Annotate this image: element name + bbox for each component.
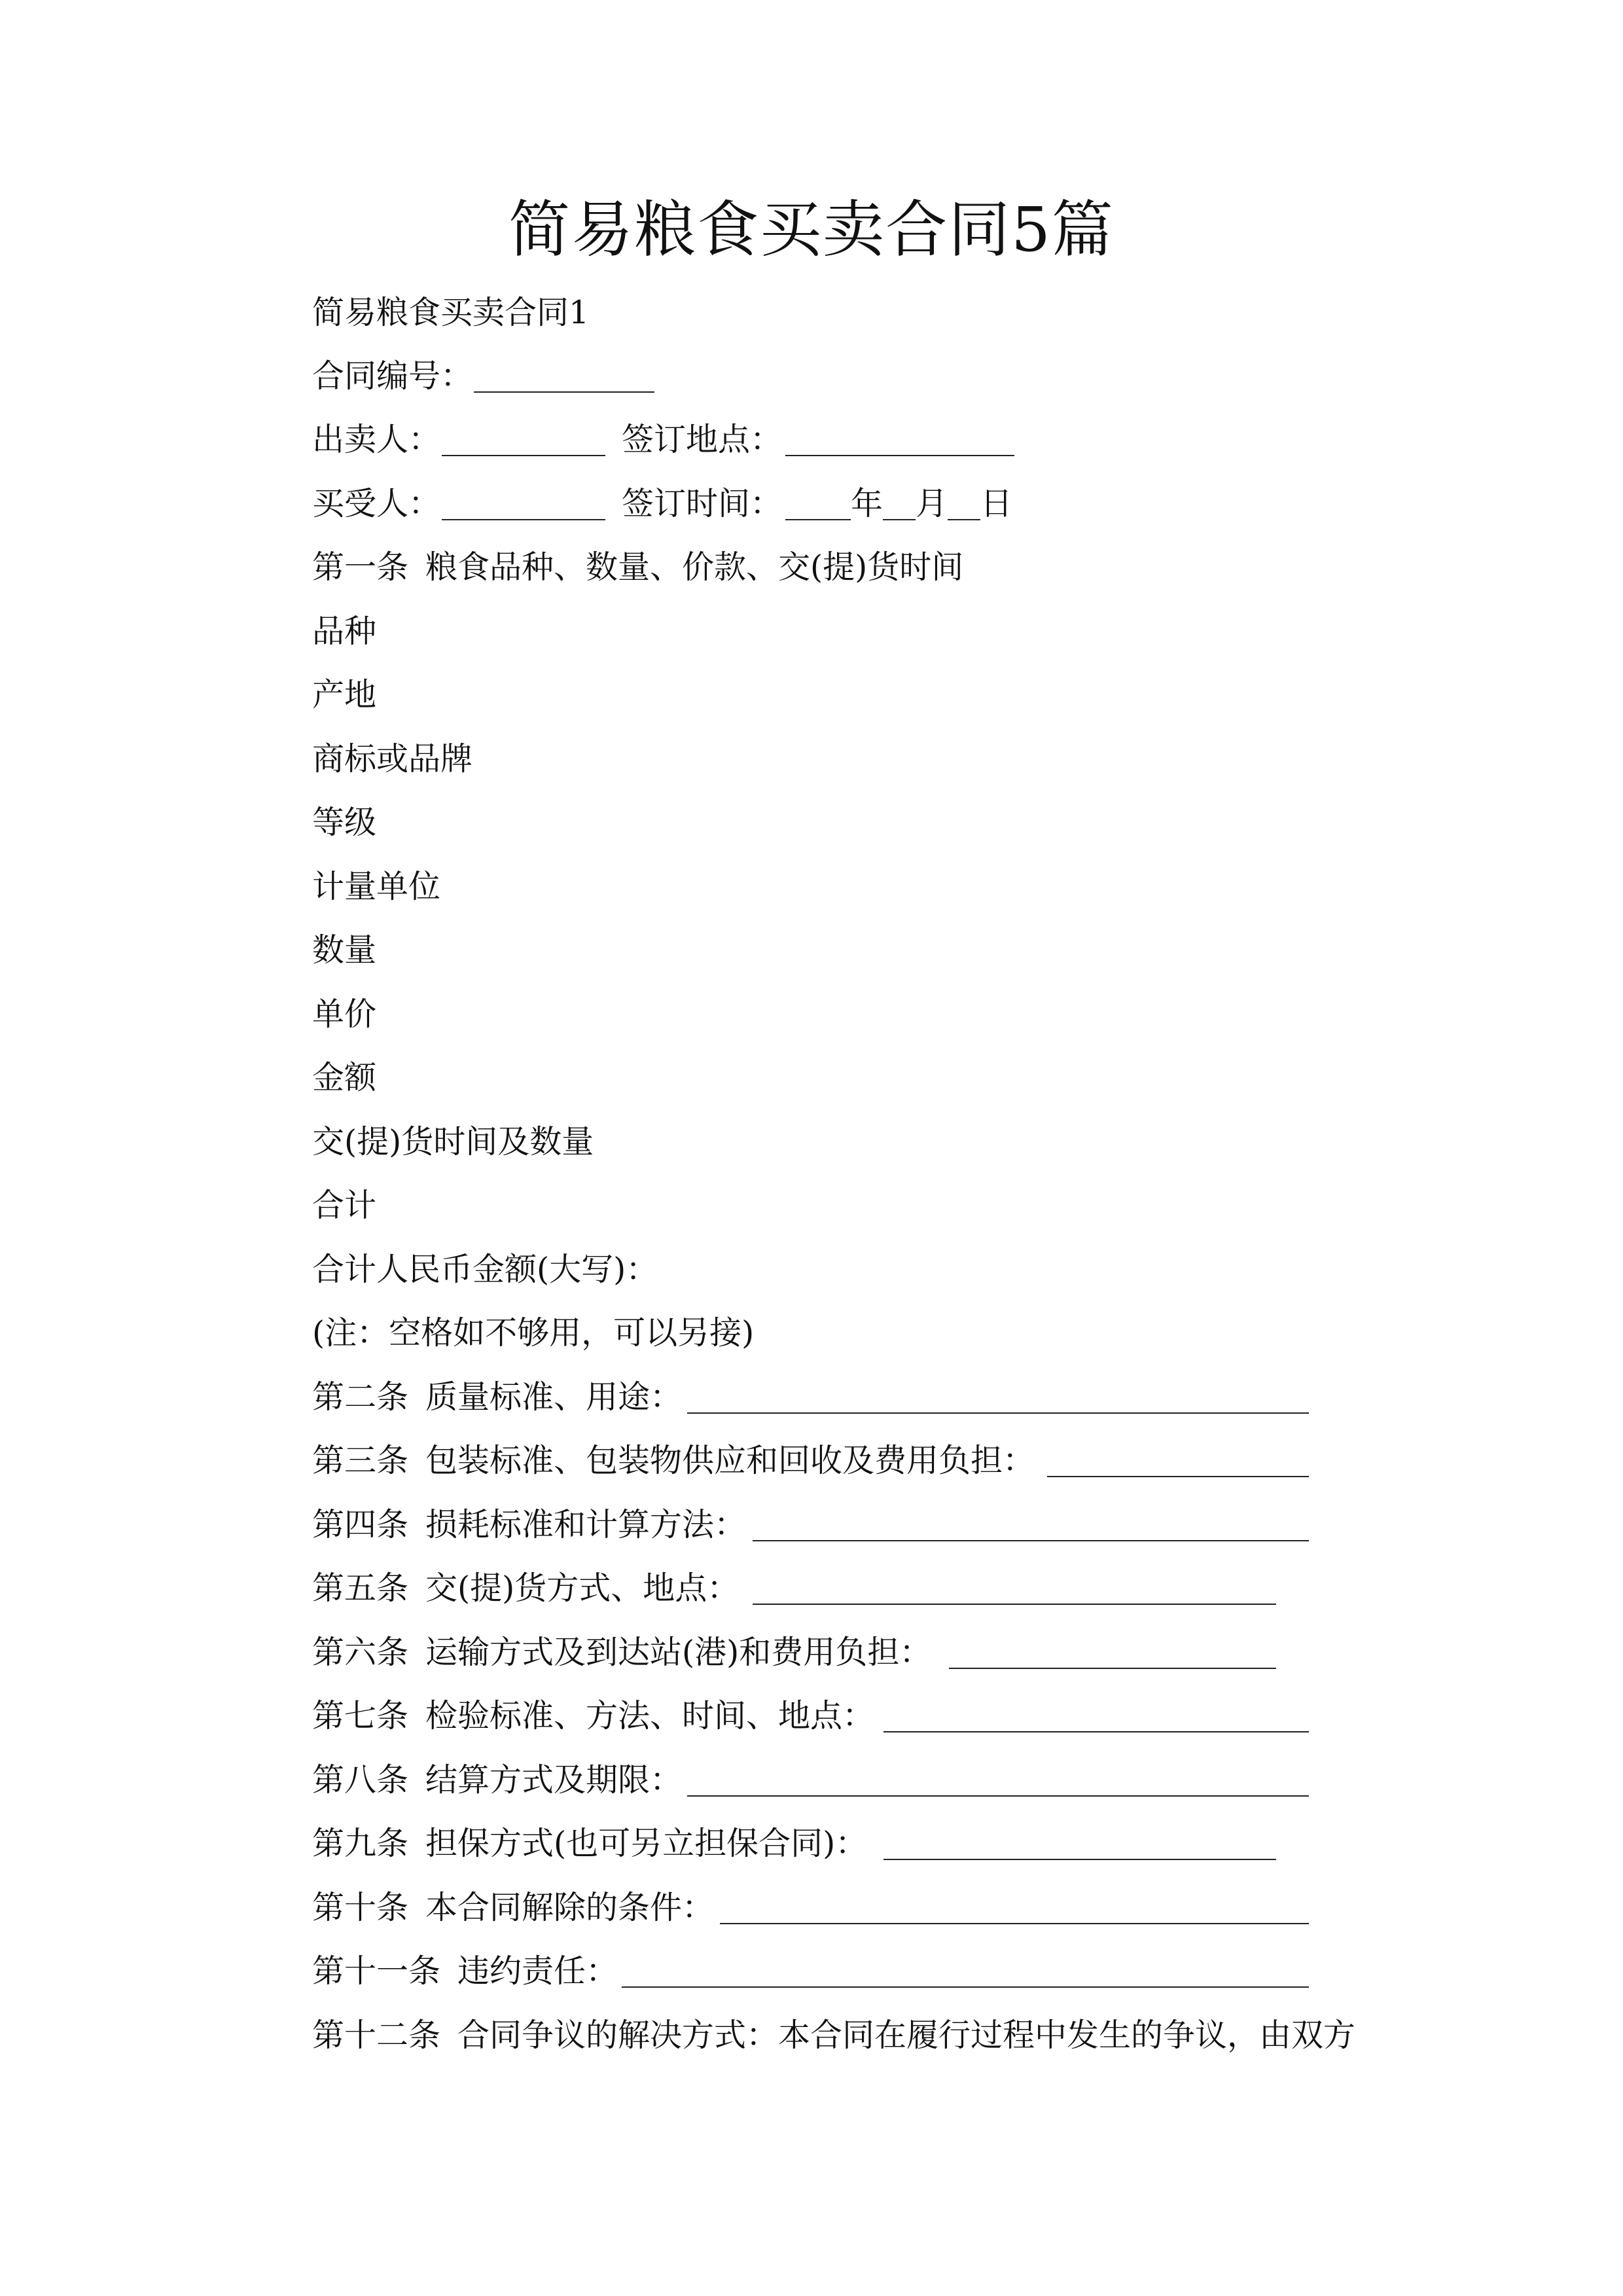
article-7-text: 检验标准、方法、时间、地点： <box>425 1697 875 1734</box>
item-note: (注：空格如不够用，可以另接) <box>312 1314 755 1352</box>
article-5-text: 交(提)货方式、地点： <box>425 1570 740 1607</box>
article-12-text: 合同争议的解决方式：本合同在履行过程中发生的争议，由双方 <box>457 2017 1356 2054</box>
article-2-number: 第二条 <box>312 1378 409 1416</box>
article-9-blank[interactable] <box>883 1859 1276 1860</box>
article-3-blank[interactable] <box>1047 1476 1309 1477</box>
article-6-text: 运输方式及到达站(港)和费用负担： <box>425 1634 932 1671</box>
article-7-blank[interactable] <box>883 1731 1309 1732</box>
year-blank[interactable] <box>785 519 851 520</box>
item-brand: 商标或品牌 <box>312 740 473 778</box>
article-6-blank[interactable] <box>949 1668 1276 1669</box>
article-11-number: 第十一条 <box>312 1952 441 1990</box>
article-1-text: 粮食品种、数量、价款、交(提)货时间 <box>425 548 964 586</box>
article-10-text: 本合同解除的条件： <box>425 1889 715 1926</box>
article-9-text: 担保方式(也可另立担保合同)： <box>425 1825 868 1862</box>
article-7 <box>312 1692 874 1740</box>
sign-place-blank[interactable] <box>785 455 1014 456</box>
article-8-number: 第八条 <box>312 1761 409 1799</box>
article-5-blank[interactable] <box>753 1604 1276 1605</box>
item-variety: 品种 <box>312 613 377 650</box>
article-4-blank[interactable] <box>753 1540 1309 1541</box>
article-12 <box>312 2011 1355 2060</box>
item-unit-price: 单价 <box>312 996 377 1033</box>
article-7-number: 第七条 <box>312 1697 409 1734</box>
item-quantity: 数量 <box>312 931 377 969</box>
buyer-blank[interactable] <box>442 519 605 520</box>
item-total-rmb: 合计人民币金额(大写)： <box>312 1251 658 1288</box>
article-3-text: 包装标准、包装物供应和回收及费用负担： <box>425 1442 1035 1479</box>
article-11-blank[interactable] <box>622 1986 1309 1988</box>
article-9 <box>312 1820 867 1868</box>
buyer-label: 买受人： <box>312 485 441 522</box>
article-2-text: 质量标准、用途： <box>425 1378 683 1416</box>
sign-place-label: 签订地点： <box>622 421 783 458</box>
article-4 <box>312 1501 746 1549</box>
seller-label: 出卖人： <box>312 421 441 458</box>
item-amount: 金额 <box>312 1059 377 1096</box>
day-blank[interactable] <box>948 519 980 520</box>
item-grade: 等级 <box>312 804 377 841</box>
item-delivery-time: 交(提)货时间及数量 <box>312 1123 594 1160</box>
article-4-text: 损耗标准和计算方法： <box>425 1506 747 1543</box>
item-total: 合计 <box>312 1187 377 1224</box>
article-8 <box>312 1756 682 1804</box>
article-9-number: 第九条 <box>312 1825 409 1862</box>
document-title: 简易粮食买卖合同5篇 <box>508 194 1115 266</box>
month-blank[interactable] <box>883 519 916 520</box>
article-3 <box>312 1437 1035 1485</box>
contract-number-label: 合同编号： <box>312 357 473 395</box>
article-10-blank[interactable] <box>720 1923 1309 1924</box>
article-1-number: 第一条 <box>312 548 409 586</box>
article-11-text: 违约责任： <box>457 1952 618 1990</box>
article-2-blank[interactable] <box>687 1412 1309 1414</box>
item-unit: 计量单位 <box>312 868 441 905</box>
article-5-number: 第五条 <box>312 1570 409 1607</box>
day-label: 日 <box>980 485 1013 522</box>
sign-time-label: 签订时间： <box>622 485 783 522</box>
article-10-number: 第十条 <box>312 1889 409 1926</box>
item-origin: 产地 <box>312 676 377 713</box>
month-label: 月 <box>916 485 948 522</box>
article-6 <box>312 1628 931 1677</box>
article-10 <box>312 1884 714 1932</box>
article-5 <box>312 1564 739 1613</box>
article-4-number: 第四条 <box>312 1506 409 1543</box>
year-label: 年 <box>851 485 883 522</box>
article-1 <box>312 543 963 592</box>
contract-number-blank[interactable] <box>474 391 654 393</box>
article-8-blank[interactable] <box>687 1795 1309 1797</box>
article-6-number: 第六条 <box>312 1634 409 1671</box>
article-3-number: 第三条 <box>312 1442 409 1479</box>
article-2 <box>312 1373 682 1422</box>
article-12-number: 第十二条 <box>312 2017 441 2054</box>
article-8-text: 结算方式及期限： <box>425 1761 683 1799</box>
article-11 <box>312 1947 618 1996</box>
seller-blank[interactable] <box>442 455 605 456</box>
contract-subtitle: 简易粮食买卖合同1 <box>312 294 590 331</box>
